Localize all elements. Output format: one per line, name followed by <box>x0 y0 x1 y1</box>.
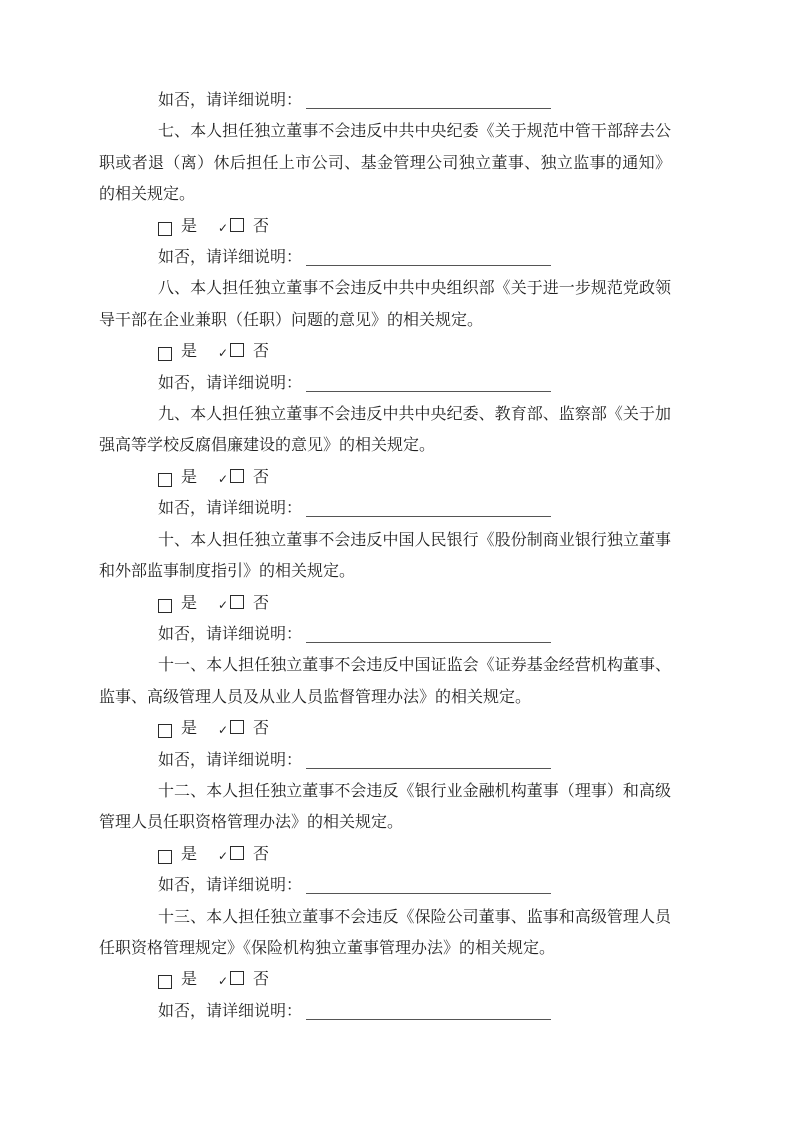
yes-label: 是 <box>181 217 198 235</box>
yes-checkbox[interactable]: ✓ <box>158 599 172 613</box>
explain-prompt: 如否，请详细说明： <box>158 374 303 392</box>
explanation-blank[interactable] <box>306 94 551 109</box>
item-8 <box>99 273 671 399</box>
item-statement: 七、本人担任独立董事不会违反中共中央纪委《关于规范中管干部辞去公职或者退（离）休后担任上市公司、基金管理公司独立董事、独立监事的通知》的相关规定。 <box>99 123 671 204</box>
explain-prompt: 如否，请详细说明： <box>158 249 303 267</box>
no-label: 否 <box>253 468 270 486</box>
no-label: 否 <box>253 343 270 361</box>
item-11 <box>99 650 671 776</box>
yes-checkbox[interactable]: ✓ <box>158 850 172 864</box>
yes-no-row <box>99 713 671 744</box>
item-12 <box>99 776 671 902</box>
no-label: 否 <box>253 971 270 989</box>
no-checkbox[interactable] <box>230 469 244 483</box>
item-statement: 十三、本人担任独立董事不会违反《保险公司董事、监事和高级管理人员任职资格管理规定》《保险机构独立董事管理办法》的相关规定。 <box>99 908 671 957</box>
yes-label: 是 <box>181 594 198 612</box>
explanation-blank[interactable] <box>306 879 551 894</box>
yes-no-row <box>99 588 671 619</box>
explanation-blank[interactable] <box>306 377 551 392</box>
explain-prompt: 如否，请详细说明： <box>158 92 303 109</box>
explain-row <box>99 870 671 901</box>
yes-checkbox[interactable]: ✓ <box>158 473 172 487</box>
item-statement: 十二、本人担任独立董事不会违反《银行业金融机构董事（理事）和高级管理人员任职资格管理办法》的相关规定。 <box>99 782 671 832</box>
yes-checkbox[interactable]: ✓ <box>158 975 172 989</box>
item-7 <box>99 116 671 273</box>
yes-no-row <box>99 839 671 870</box>
yes-no-row <box>99 336 671 367</box>
yes-label: 是 <box>181 845 198 863</box>
item-9 <box>99 399 671 525</box>
explain-row <box>99 493 671 524</box>
no-checkbox[interactable] <box>230 720 244 734</box>
no-checkbox[interactable] <box>230 971 244 985</box>
yes-no-row <box>99 462 671 493</box>
explain-row <box>99 745 671 776</box>
no-label: 否 <box>253 594 270 612</box>
no-checkbox[interactable] <box>230 343 244 357</box>
no-checkbox[interactable] <box>230 846 244 860</box>
explanation-blank[interactable] <box>306 251 551 266</box>
explain-prompt: 如否，请详细说明： <box>158 751 303 769</box>
explanation-blank[interactable] <box>306 1005 551 1020</box>
item-statement: 十、本人担任独立董事不会违反中国人民银行《股份制商业银行独立董事和外部监事制度指引》的相关规定。 <box>99 531 671 581</box>
yes-label: 是 <box>181 468 198 486</box>
explanation-blank[interactable] <box>306 754 551 769</box>
item-statement: 九、本人担任独立董事不会违反中共中央纪委、教育部、监察部《关于加强高等学校反腐倡廉建设的意见》的相关规定。 <box>99 406 671 455</box>
no-label: 否 <box>253 845 270 863</box>
item-statement: 八、本人担任独立董事不会违反中共中央组织部《关于进一步规范党政领导干部在企业兼职（任职）问题的意见》的相关规定。 <box>99 280 671 329</box>
no-checkbox[interactable] <box>230 595 244 609</box>
yes-label: 是 <box>181 720 198 738</box>
explain-row <box>99 619 671 650</box>
leading-explain-row <box>99 85 671 116</box>
yes-checkbox[interactable]: ✓ <box>158 724 172 738</box>
item-statement: 十一、本人担任独立董事不会违反中国证监会《证券基金经营机构董事、监事、高级管理人员及从业人员监督管理办法》的相关规定。 <box>99 657 671 706</box>
explain-prompt: 如否，请详细说明： <box>158 877 303 895</box>
explain-prompt: 如否，请详细说明： <box>158 1002 303 1020</box>
item-13 <box>99 902 671 1028</box>
yes-checkbox[interactable]: ✓ <box>158 347 172 361</box>
yes-label: 是 <box>181 343 198 361</box>
item-10 <box>99 525 671 651</box>
no-label: 否 <box>253 217 270 235</box>
yes-no-row <box>99 964 671 995</box>
no-checkbox[interactable] <box>230 218 244 232</box>
explanation-blank[interactable] <box>306 502 551 517</box>
explain-row <box>99 368 671 399</box>
explanation-blank[interactable] <box>306 628 551 643</box>
explain-row <box>99 242 671 273</box>
yes-label: 是 <box>181 971 198 989</box>
yes-checkbox[interactable]: ✓ <box>158 222 172 236</box>
explain-prompt: 如否，请详细说明： <box>158 625 303 643</box>
yes-no-row <box>99 211 671 242</box>
explain-prompt: 如否，请详细说明： <box>158 500 303 518</box>
no-label: 否 <box>253 720 270 738</box>
explain-row <box>99 996 671 1027</box>
